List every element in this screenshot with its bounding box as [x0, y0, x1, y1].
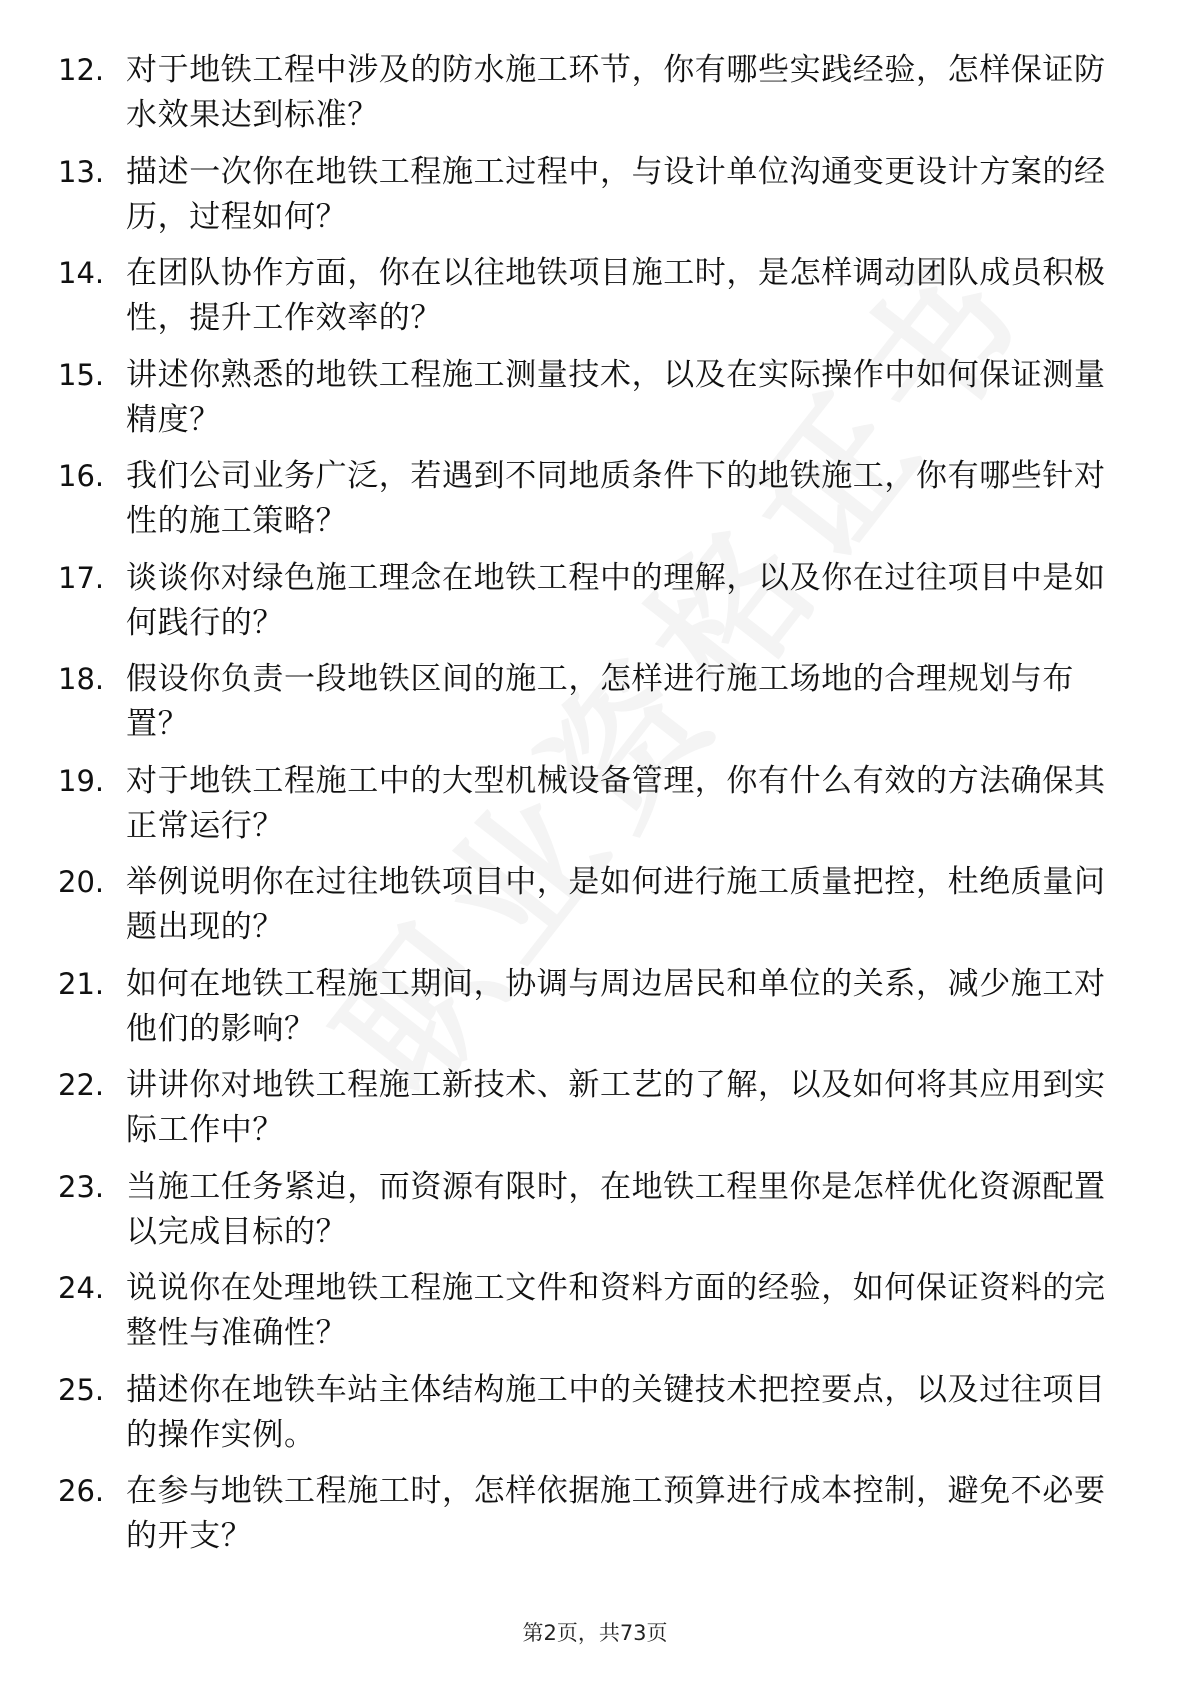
list-item — [58, 1266, 1118, 1368]
question-number: 16. — [58, 459, 105, 493]
question-number: 12. — [58, 53, 105, 87]
question-text: 对于地铁工程施工中的大型机械设备管理，你有什么有效的方法确保其正常运行？ — [126, 762, 1106, 844]
page-footer: 第2页，共73页 — [522, 1621, 668, 1645]
question-number: 18. — [58, 662, 105, 696]
question-text: 如何在地铁工程施工期间，协调与周边居民和单位的关系，减少施工对他们的影响？ — [126, 965, 1106, 1047]
question-text: 描述一次你在地铁工程施工过程中，与设计单位沟通变更设计方案的经历，过程如何？ — [126, 153, 1106, 235]
question-text: 在参与地铁工程施工时，怎样依据施工预算进行成本控制，避免不必要的开支？ — [126, 1473, 1106, 1554]
question-number: 21. — [58, 966, 105, 1001]
list-item — [58, 657, 1118, 759]
question-number: 24. — [58, 1271, 105, 1305]
question-list — [58, 48, 1118, 1571]
question-number: 23. — [58, 1169, 105, 1204]
question-text: 假设你负责一段地铁区间的施工，怎样进行施工场地的合理规划与布置？ — [126, 661, 1074, 742]
question-number: 15. — [58, 357, 105, 392]
list-item — [58, 454, 1118, 556]
question-number: 14. — [58, 256, 105, 290]
question-text: 讲讲你对地铁工程施工新技术、新工艺的了解，以及如何将其应用到实际工作中？ — [126, 1067, 1106, 1148]
question-text: 说说你在处理地铁工程施工文件和资料方面的经验，如何保证资料的完整性与准确性？ — [126, 1270, 1106, 1351]
list-item — [58, 1469, 1118, 1571]
question-number: 20. — [58, 865, 105, 899]
question-text: 谈谈你对绿色施工理念在地铁工程中的理解，以及你在过往项目中是如何践行的？ — [126, 559, 1106, 641]
list-item — [58, 759, 1118, 861]
question-number: 26. — [58, 1474, 105, 1508]
question-text: 当施工任务紧迫，而资源有限时，在地铁工程里你是怎样优化资源配置以完成目标的？ — [126, 1168, 1106, 1250]
list-item — [58, 150, 1118, 252]
list-item — [58, 962, 1118, 1064]
question-number: 17. — [58, 560, 105, 595]
question-text: 举例说明你在过往地铁项目中，是如何进行施工质量把控，杜绝质量问题出现的？ — [126, 864, 1106, 945]
list-item — [58, 48, 1118, 150]
question-number: 19. — [58, 763, 105, 798]
question-text: 对于地铁工程中涉及的防水施工环节，你有哪些实践经验，怎样保证防水效果达到标准？ — [126, 52, 1106, 133]
list-item — [58, 1368, 1118, 1470]
list-item — [58, 251, 1118, 353]
question-number: 25. — [58, 1372, 105, 1407]
question-text: 描述你在地铁车站主体结构施工中的关键技术把控要点，以及过往项目的操作实例。 — [126, 1371, 1106, 1453]
list-item — [58, 1165, 1118, 1267]
question-number: 13. — [58, 154, 105, 189]
question-text: 讲述你熟悉的地铁工程施工测量技术，以及在实际操作中如何保证测量精度？ — [126, 356, 1106, 438]
question-text: 我们公司业务广泛，若遇到不同地质条件下的地铁施工，你有哪些针对性的施工策略？ — [126, 458, 1106, 539]
question-text: 在团队协作方面，你在以往地铁项目施工时，是怎样调动团队成员积极性，提升工作效率的？ — [126, 255, 1106, 336]
question-number: 22. — [58, 1068, 105, 1102]
list-item — [58, 860, 1118, 962]
list-item — [58, 353, 1118, 455]
list-item — [58, 1063, 1118, 1165]
list-item — [58, 556, 1118, 658]
